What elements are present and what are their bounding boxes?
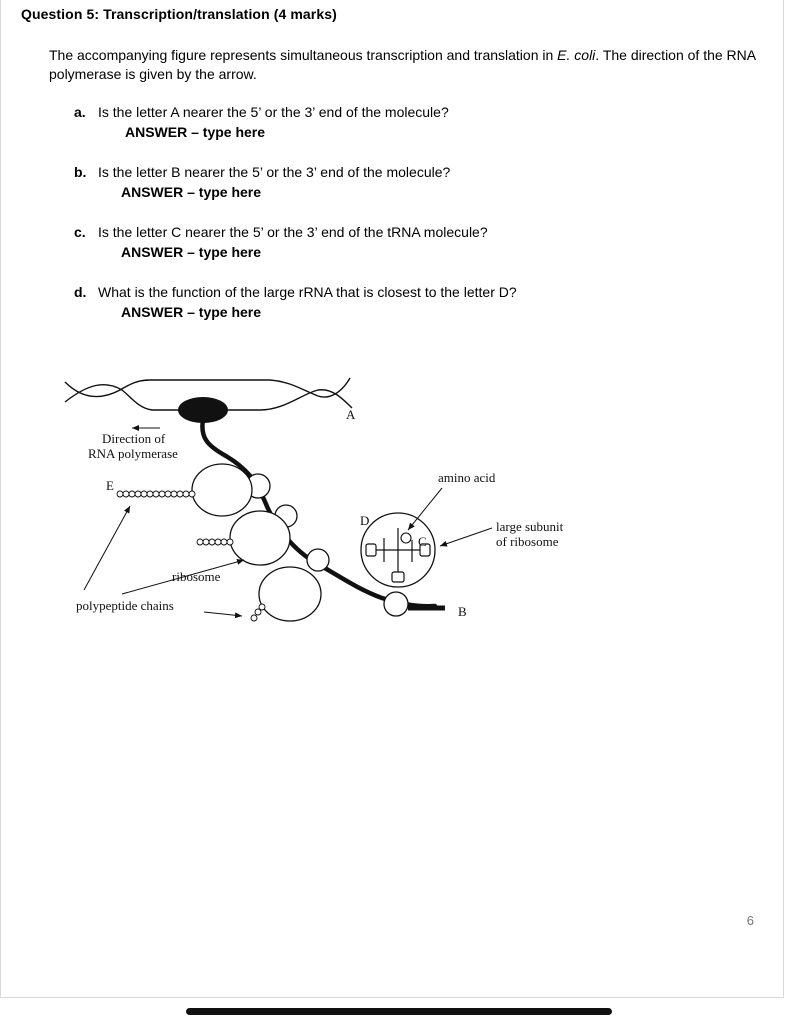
direction-label-line1: Direction of — [102, 431, 166, 446]
polypeptide-chain-short — [251, 604, 265, 621]
letter-e: E — [106, 478, 114, 493]
question-a-text: Is the letter A nearer the 5’ or the 3’ end of the molecule? — [98, 104, 449, 120]
direction-label-line2: RNA polymerase — [88, 446, 178, 461]
question-b-text: Is the letter B nearer the 5’ or the 3’ end of the molecule? — [98, 164, 451, 180]
page-border-bottom — [0, 997, 784, 998]
question-title: Question 5: Transcription/translation (4 marks) — [21, 6, 337, 22]
question-a-label: a. — [74, 104, 86, 120]
amino-acid-label: amino acid — [438, 470, 496, 485]
question-d-text: What is the function of the large rRNA that is closest to the letter D? — [98, 284, 517, 300]
arrow-to-large-subunit-icon — [440, 528, 492, 546]
page-number: 6 — [746, 913, 754, 928]
letter-b: B — [458, 604, 467, 619]
ribosome-2 — [230, 505, 297, 565]
question-c-label: c. — [74, 224, 86, 240]
arrow-to-amino-acid-icon — [408, 488, 442, 530]
answer-b-field[interactable]: ANSWER – type here — [121, 184, 262, 200]
home-indicator[interactable] — [186, 1008, 612, 1015]
question-d-label: d. — [74, 284, 87, 300]
letter-c: C — [418, 534, 427, 549]
letter-a: A — [346, 407, 356, 422]
arrow-to-chain-1-icon — [84, 506, 130, 590]
intro-organism: E. coli — [557, 47, 596, 63]
question-b — [74, 164, 450, 180]
question-b-label: b. — [74, 164, 87, 180]
letter-d: D — [360, 513, 370, 528]
transcription-translation-figure — [60, 368, 600, 638]
amino-acid-bead — [401, 533, 411, 543]
intro-paragraph — [49, 46, 769, 84]
answer-d-field[interactable]: ANSWER – type here — [121, 304, 262, 320]
question-c — [74, 224, 488, 240]
page-border-left — [0, 0, 1, 998]
question-c-text: Is the letter C nearer the 5’ or the 3’ end of the tRNA molecule? — [98, 224, 488, 240]
ribosome-1 — [192, 464, 270, 516]
page-border-right — [783, 0, 784, 998]
intro-text-end: . The direction of the RNA polymerase is given by the arrow. — [49, 47, 756, 82]
question-d — [74, 284, 517, 300]
polypeptide-chain-long — [117, 491, 195, 497]
polypeptide-chain-medium — [197, 539, 233, 545]
intro-text-start: The accompanying figure represents simultaneous transcription and translation in — [49, 47, 558, 63]
polypeptide-chains-label: polypeptide chains — [76, 598, 174, 613]
arrow-to-chain-3-icon — [204, 612, 242, 616]
large-subunit-label-line1: large subunit — [496, 519, 564, 534]
answer-c-field[interactable]: ANSWER – type here — [121, 244, 262, 260]
ribosome-label: ribosome — [172, 569, 221, 584]
large-subunit-label-line2: of ribosome — [496, 534, 559, 549]
answer-a-field[interactable]: ANSWER – type here — [125, 124, 266, 140]
question-a — [74, 104, 449, 120]
